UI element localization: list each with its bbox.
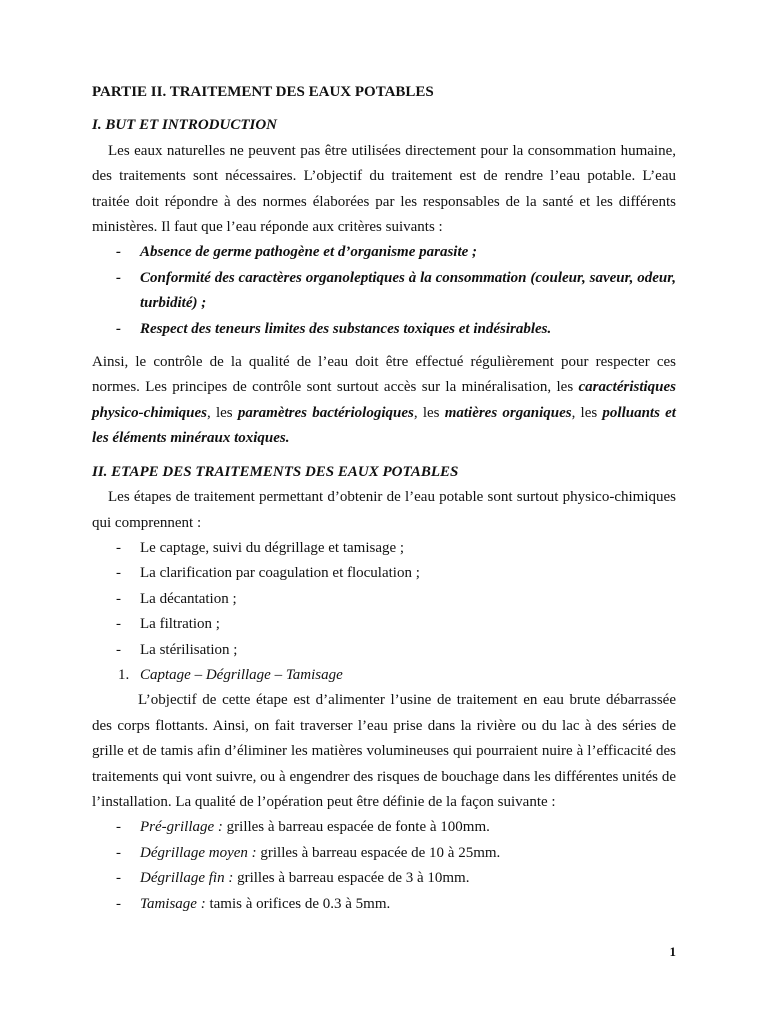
criteria-list — [92, 240, 676, 342]
list-item — [92, 866, 676, 891]
subsection-heading — [92, 663, 676, 688]
control-emphasis: polluants et les éléments minéraux toxiques. — [92, 404, 676, 447]
subsection-number: 1. — [118, 666, 130, 683]
document-title: PARTIE II. TRAITEMENT DES EAUX POTABLES — [92, 84, 434, 100]
page-content — [92, 80, 676, 917]
bullet-dash: - — [116, 895, 121, 912]
list-item — [92, 815, 676, 840]
bullet-dash: - — [116, 320, 121, 337]
bullet-dash: - — [116, 870, 121, 887]
list-item — [92, 536, 676, 561]
list-item-text: La clarification par coagulation et floculation ; — [140, 565, 420, 582]
list-item-term: Tamisage : — [140, 895, 206, 912]
control-emphasis: paramètres bactériologiques — [237, 404, 414, 421]
list-item-term: Dégrillage moyen : — [140, 844, 257, 861]
page-number: 1 — [669, 944, 676, 959]
list-item-text: Absence de germe pathogène et d’organisme parasite ; — [140, 244, 478, 261]
list-item — [92, 638, 676, 663]
captage-paragraph: L’objectif de cette étape est d’alimenter l’usine de traitement en eau brute débarrassée des corps flottants. Ainsi, on fait traverser l’eau prise dans la rivière ou du lac à des séries de grille et de tamis afin d’éliminer les matières volumineuses qui pourraient nuire à l’efficacité des traitements qui vont suivre, ou à engendrer des risques de bouchage dans les différentes unités de l’installation. La qualité de l’opération peut être définie de la façon suivante : — [92, 692, 676, 810]
list-item-term: Pré-grillage : — [140, 819, 223, 836]
subsection-title: Captage – Dégrillage – Tamisage — [140, 666, 343, 683]
list-item-desc: grilles à barreau espacée de 3 à 10mm. — [233, 870, 470, 887]
list-item-desc: tamis à orifices de 0.3 à 5mm. — [205, 895, 391, 912]
control-text: , les — [207, 404, 238, 421]
control-emphasis: caractéristiques physico-chimiques — [92, 379, 676, 421]
bullet-dash: - — [116, 565, 121, 582]
control-paragraph — [92, 350, 676, 452]
list-item-desc: grilles à barreau espacée de 10 à 25mm. — [256, 844, 501, 861]
list-item-text: Le captage, suivi du dégrillage et tamisage ; — [140, 539, 405, 556]
bullet-dash: - — [116, 641, 121, 658]
bullet-dash: - — [116, 819, 121, 836]
bullet-dash: - — [116, 590, 121, 607]
list-item — [92, 587, 676, 612]
bullet-dash: - — [116, 244, 121, 261]
grilles-list — [92, 815, 676, 917]
list-item — [92, 841, 676, 866]
list-item-text: La stérilisation ; — [140, 641, 238, 658]
control-emphasis: matières organiques — [444, 404, 572, 421]
list-item-text: La décantation ; — [140, 590, 237, 607]
control-text: Ainsi, le contrôle de la qualité de l’eau doit être effectué régulièrement pour respecter ces normes. Les principes de contrôle sont surtout accès sur la minéralisation, les — [92, 354, 676, 396]
steps-list — [92, 536, 676, 663]
list-item — [92, 612, 676, 637]
intro-paragraph: Les eaux naturelles ne peuvent pas être utilisées directement pour la consommation humaine, des traitements sont nécessaires. L’objectif du traitement est de rendre l’eau potable. L’eau traitée doit répondre à des normes élaborées par les responsables de la santé et les différents ministères. Il faut que l’eau réponde aux critères suivants : — [92, 142, 676, 236]
list-item-term: Dégrillage fin : — [140, 870, 234, 887]
section-heading-etape-traitements: II. ETAPE DES TRAITEMENTS DES EAUX POTABLES — [92, 463, 459, 480]
bullet-dash: - — [116, 616, 121, 633]
list-item-text: La filtration ; — [140, 616, 220, 633]
bullet-dash: - — [116, 539, 121, 556]
steps-intro-paragraph: Les étapes de traitement permettant d’obtenir de l’eau potable sont surtout physico-chimiques qui comprennent : — [92, 489, 676, 531]
list-item — [92, 317, 676, 342]
subsection-list — [92, 663, 676, 688]
list-item-text: Conformité des caractères organoleptiques à la consommation (couleur, saveur, odeur, turbidité) ; — [140, 269, 676, 312]
list-item — [92, 892, 676, 917]
bullet-dash: - — [116, 269, 121, 286]
list-item-desc: grilles à barreau espacée de fonte à 100mm. — [222, 819, 490, 836]
section-heading-but-introduction: I. BUT ET INTRODUCTION — [92, 117, 278, 134]
control-text: , les — [413, 404, 445, 421]
list-item — [92, 240, 676, 265]
bullet-dash: - — [116, 844, 121, 861]
list-item — [92, 561, 676, 586]
control-text: , les — [571, 404, 603, 421]
list-item — [92, 266, 676, 317]
list-item-text: Respect des teneurs limites des substances toxiques et indésirables. — [140, 320, 552, 337]
